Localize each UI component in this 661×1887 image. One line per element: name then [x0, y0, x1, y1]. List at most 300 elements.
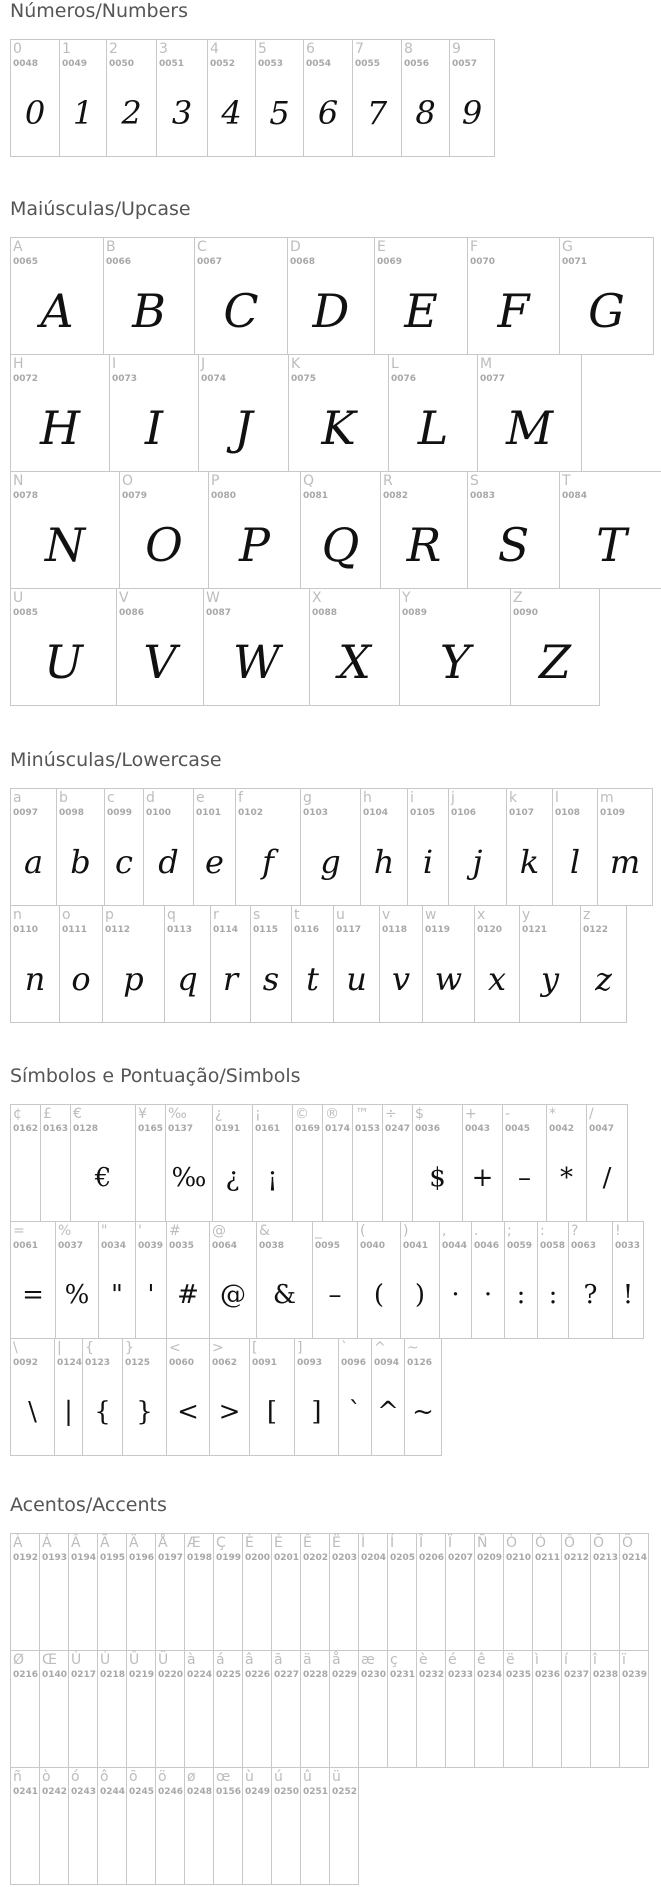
- glyph-sample: !: [622, 1280, 634, 1310]
- glyph-sample: [533, 1576, 561, 1638]
- glyph-cell: [271, 1650, 301, 1768]
- lowercase-grid: [10, 788, 652, 1023]
- glyph-cell: [155, 1650, 185, 1768]
- glyph-sample: [272, 1576, 300, 1638]
- glyph-code: 0212: [564, 1553, 590, 1563]
- upcase-row: [10, 237, 661, 355]
- glyph-code: 0058: [540, 1241, 566, 1251]
- glyph-code: 0038: [259, 1241, 285, 1251]
- glyph-cell: [358, 1533, 388, 1651]
- glyph-sample: [591, 1576, 619, 1638]
- glyph-cell: [68, 1533, 98, 1651]
- glyph-label: à: [187, 1652, 196, 1668]
- glyph-code: 0085: [13, 608, 39, 618]
- glyph-cell: [166, 1221, 210, 1339]
- glyph-cell: [387, 1650, 417, 1768]
- glyph-label: y: [522, 907, 531, 923]
- glyph-sample: [40, 1810, 68, 1872]
- glyph-sample: a: [23, 843, 44, 881]
- glyph-sample: =: [22, 1280, 44, 1310]
- glyph-code: 0110: [13, 925, 39, 935]
- glyph-code: 0245: [129, 1787, 155, 1797]
- glyph-label: o: [62, 907, 71, 923]
- glyph-label: ÷: [385, 1106, 397, 1122]
- glyph-label: U: [13, 590, 24, 606]
- glyph-code: 0251: [303, 1787, 329, 1797]
- glyph-sample: N: [44, 518, 86, 572]
- glyph-sample: ^: [377, 1397, 399, 1427]
- glyph-cell: [597, 788, 653, 906]
- glyph-cell: [300, 1533, 330, 1651]
- glyph-cell: [10, 471, 120, 589]
- glyph-cell: [212, 1104, 253, 1222]
- glyph-label: Î: [419, 1535, 424, 1551]
- glyph-cell: [97, 1533, 127, 1651]
- glyph-cell: [250, 905, 292, 1023]
- glyph-sample: ·: [451, 1280, 460, 1310]
- glyph-cell: [374, 237, 468, 355]
- glyph-cell: [474, 1650, 504, 1768]
- glyph-code: 0075: [291, 374, 317, 384]
- glyph-cell: [519, 905, 581, 1023]
- glyph-code: 0241: [13, 1787, 39, 1797]
- glyph-sample: q: [177, 960, 198, 998]
- glyph-label: *: [549, 1106, 556, 1122]
- glyph-code: 0101: [196, 808, 222, 818]
- glyph-label: Ü: [158, 1652, 169, 1668]
- glyph-code: 0239: [622, 1670, 648, 1680]
- glyph-code: 0106: [451, 808, 477, 818]
- glyph-code: 0193: [42, 1553, 68, 1563]
- glyph-code: 0205: [390, 1553, 416, 1563]
- glyph-code: 0092: [13, 1358, 39, 1368]
- glyph-code: 0228: [303, 1670, 329, 1680]
- glyph-label: ‰: [168, 1106, 187, 1122]
- glyph-label: ¡: [255, 1106, 261, 1122]
- glyph-cell: [126, 1650, 156, 1768]
- glyph-code: 0033: [615, 1241, 641, 1251]
- glyph-sample: [533, 1693, 561, 1755]
- glyph-sample: [243, 1693, 271, 1755]
- glyph-sample: \: [28, 1397, 37, 1427]
- glyph-cell: [303, 39, 353, 157]
- glyph-code: 0040: [360, 1241, 386, 1251]
- glyph-label: í: [564, 1652, 568, 1668]
- glyph-label: ú: [274, 1769, 283, 1785]
- glyph-label: Ä: [129, 1535, 139, 1551]
- glyph-sample: [40, 1576, 68, 1638]
- accents-row: [10, 1650, 648, 1768]
- glyph-code: 0044: [442, 1241, 468, 1251]
- glyph-label: x: [477, 907, 486, 923]
- glyph-sample: [359, 1693, 387, 1755]
- glyph-sample: €: [94, 1163, 112, 1193]
- glyph-sample: –: [518, 1163, 531, 1193]
- glyph-code: 0235: [506, 1670, 532, 1680]
- glyph-code: 0099: [107, 808, 133, 818]
- glyph-cell: [39, 1650, 69, 1768]
- glyph-sample: [330, 1810, 358, 1872]
- glyph-code: 0226: [245, 1670, 271, 1680]
- glyph-sample: @: [220, 1280, 246, 1310]
- glyph-sample: R: [406, 518, 442, 572]
- glyph-code: 0078: [13, 491, 39, 501]
- glyph-sample: ·: [483, 1280, 493, 1310]
- glyph-code: 0111: [62, 925, 88, 935]
- glyph-sample: E: [404, 284, 438, 338]
- glyph-sample: Y: [439, 635, 471, 689]
- glyph-sample: ?: [583, 1280, 598, 1310]
- glyph-label: ®: [325, 1106, 339, 1122]
- glyph-cell: [209, 1221, 257, 1339]
- glyph-label: f: [238, 790, 243, 806]
- glyph-cell: [194, 237, 288, 355]
- glyph-code: 0125: [125, 1358, 151, 1368]
- glyph-cell: [448, 788, 507, 906]
- glyph-cell: [388, 354, 478, 472]
- glyph-cell: [165, 1104, 213, 1222]
- glyph-sample: 2: [121, 94, 142, 132]
- glyph-label: 1: [62, 41, 71, 57]
- glyph-cell: [449, 39, 495, 157]
- glyph-label: 6: [306, 41, 315, 57]
- glyph-sample: [40, 1693, 68, 1755]
- glyph-sample: x: [487, 960, 507, 998]
- glyph-sample: c: [115, 843, 133, 881]
- glyph-label: Q: [303, 473, 315, 489]
- glyph-cell: [213, 1650, 243, 1768]
- glyph-cell: [235, 788, 301, 906]
- glyph-sample: 3: [171, 94, 193, 132]
- glyph-cell: [166, 1338, 210, 1456]
- glyph-label: n: [13, 907, 22, 923]
- glyph-code: 0249: [245, 1787, 271, 1797]
- glyph-cell: [156, 39, 208, 157]
- glyph-sample: >: [218, 1397, 241, 1427]
- glyph-label: Ã: [100, 1535, 110, 1551]
- glyph-cell: [126, 1767, 156, 1885]
- glyph-code: 0088: [312, 608, 338, 618]
- glyph-sample: 1: [72, 94, 94, 132]
- glyph-sample: [185, 1693, 213, 1755]
- glyph-cell: [155, 1533, 185, 1651]
- glyph-sample: S: [497, 518, 530, 572]
- glyph-label: &: [259, 1223, 270, 1239]
- glyph-code: 0077: [480, 374, 506, 384]
- glyph-sample: [156, 1576, 184, 1638]
- glyph-code: 0080: [211, 491, 237, 501]
- glyph-code: 0115: [253, 925, 279, 935]
- lowercase-row: [10, 905, 652, 1023]
- glyph-sample: [323, 1147, 352, 1209]
- glyph-code: 0090: [513, 608, 539, 618]
- glyph-code: 0124: [57, 1358, 83, 1368]
- glyph-cell: [126, 1533, 156, 1651]
- glyph-code: 0093: [297, 1358, 323, 1368]
- glyph-sample: %: [64, 1280, 90, 1310]
- glyph-label: q: [167, 907, 176, 923]
- glyph-label: ¢: [13, 1106, 22, 1122]
- glyph-label: |: [57, 1340, 62, 1356]
- glyph-sample: 0: [24, 94, 46, 132]
- glyph-code: 0052: [210, 59, 236, 69]
- glyph-sample: [11, 1147, 40, 1209]
- glyph-cell: [10, 39, 60, 157]
- glyph-label: $: [415, 1106, 424, 1122]
- glyph-cell: [506, 788, 553, 906]
- glyph-sample: z: [595, 960, 612, 998]
- glyph-code: 0069: [377, 257, 403, 267]
- glyph-label: C: [197, 239, 207, 255]
- glyph-code: 0049: [62, 59, 88, 69]
- glyph-sample: [562, 1576, 590, 1638]
- glyph-label: Ì: [361, 1535, 366, 1551]
- glyph-label: õ: [129, 1769, 138, 1785]
- glyph-cell: [537, 1221, 569, 1339]
- glyph-label: .: [474, 1223, 479, 1239]
- glyph-cell: [242, 1650, 272, 1768]
- glyph-label: T: [562, 473, 571, 489]
- glyph-cell: [102, 905, 165, 1023]
- glyph-cell: [292, 1104, 323, 1222]
- glyph-sample: $: [429, 1163, 446, 1193]
- glyph-sample: #: [177, 1280, 199, 1310]
- glyph-label: F: [470, 239, 479, 255]
- glyph-cell: [252, 1104, 293, 1222]
- glyph-code: 0089: [402, 608, 428, 618]
- glyph-cell: [561, 1650, 591, 1768]
- glyph-cell: [416, 1533, 446, 1651]
- glyph-cell: [10, 354, 110, 472]
- glyph-sample: w: [434, 960, 463, 998]
- glyph-cell: [242, 1533, 272, 1651]
- glyph-sample: (: [373, 1280, 385, 1310]
- glyph-code: 0216: [13, 1670, 39, 1680]
- glyph-cell: [380, 471, 468, 589]
- glyph-cell: [10, 588, 117, 706]
- glyph-label: 9: [452, 41, 461, 57]
- glyph-cell: [39, 1533, 69, 1651]
- glyph-label: B: [106, 239, 116, 255]
- glyph-label: 4: [210, 41, 219, 57]
- glyph-sample: [98, 1693, 126, 1755]
- glyph-sample: ": [111, 1280, 123, 1310]
- glyph-label: ;: [507, 1223, 512, 1239]
- glyph-code: 0114: [213, 925, 239, 935]
- glyph-label: Õ: [593, 1535, 605, 1551]
- glyph-label: ?: [571, 1223, 579, 1239]
- glyph-code: 0121: [522, 925, 548, 935]
- glyph-sample: [11, 1693, 39, 1755]
- accents-row: [10, 1767, 648, 1885]
- glyph-code: 0071: [562, 257, 588, 267]
- numbers-title: Números/Numbers: [10, 0, 188, 22]
- glyph-cell: [471, 1221, 505, 1339]
- glyph-label: ë: [506, 1652, 515, 1668]
- glyph-sample: h: [373, 843, 395, 881]
- glyph-sample: 9: [461, 94, 483, 132]
- glyph-code: 0230: [361, 1670, 387, 1680]
- glyph-code: 0153: [355, 1124, 381, 1134]
- glyph-code: 0063: [571, 1241, 597, 1251]
- glyph-cell: [300, 788, 361, 906]
- glyph-label: b: [59, 790, 68, 806]
- glyph-sample: s: [262, 960, 280, 998]
- glyph-label: a: [13, 790, 22, 806]
- glyph-label: s: [253, 907, 261, 923]
- glyph-code: 0126: [407, 1358, 433, 1368]
- glyph-sample: y: [540, 960, 560, 998]
- glyph-label: Ê: [303, 1535, 312, 1551]
- glyph-sample: [446, 1576, 474, 1638]
- accents-title: Acentos/Accents: [10, 1494, 167, 1516]
- glyph-label: W: [206, 590, 220, 606]
- glyph-sample: r: [222, 960, 239, 998]
- glyph-sample: ¡: [267, 1163, 278, 1193]
- glyph-code: 0169: [295, 1124, 321, 1134]
- glyph-cell: [352, 1104, 383, 1222]
- glyph-sample: I: [144, 401, 164, 455]
- glyph-label: d: [146, 790, 155, 806]
- glyph-sample: H: [39, 401, 81, 455]
- glyph-sample: [69, 1576, 97, 1638]
- glyph-cell: [619, 1533, 649, 1651]
- glyph-cell: [412, 1104, 463, 1222]
- lowercase-section: [10, 749, 652, 1023]
- glyph-sample: +: [471, 1163, 494, 1193]
- glyph-sample: f: [262, 843, 274, 881]
- glyph-cell: [198, 354, 289, 472]
- glyph-sample: l: [569, 843, 581, 881]
- glyph-cell: [119, 471, 209, 589]
- glyph-sample: p: [123, 960, 144, 998]
- glyph-label: 5: [258, 41, 267, 57]
- glyph-label: Ò: [506, 1535, 518, 1551]
- glyph-label: #: [169, 1223, 181, 1239]
- glyph-code: 0201: [274, 1553, 300, 1563]
- glyph-cell: [203, 588, 310, 706]
- glyph-label: =: [13, 1223, 25, 1239]
- glyph-label: ^: [374, 1340, 386, 1356]
- glyph-cell: [439, 1221, 472, 1339]
- glyph-cell: [546, 1104, 587, 1222]
- glyph-sample: }: [136, 1397, 153, 1427]
- glyph-label: á: [216, 1652, 225, 1668]
- glyph-code: 0087: [206, 608, 232, 618]
- glyph-code: 0233: [448, 1670, 474, 1680]
- glyph-cell: [164, 905, 211, 1023]
- glyph-sample: k: [519, 843, 540, 881]
- glyph-sample: {: [94, 1397, 111, 1427]
- glyph-label: h: [363, 790, 372, 806]
- glyph-cell: [55, 1221, 99, 1339]
- glyph-sample: L: [417, 401, 449, 455]
- glyph-code: 0218: [100, 1670, 126, 1680]
- glyph-cell: [291, 905, 334, 1023]
- glyph-sample: V: [143, 635, 177, 689]
- glyph-sample: [127, 1576, 155, 1638]
- glyph-code: 0210: [506, 1553, 532, 1563]
- glyph-label: 2: [109, 41, 118, 57]
- glyph-code: 0067: [197, 257, 223, 267]
- glyph-cell: [68, 1650, 98, 1768]
- glyph-cell: [59, 905, 103, 1023]
- glyph-sample: &: [272, 1280, 297, 1310]
- glyph-sample: m: [609, 843, 641, 881]
- glyph-code: 0037: [58, 1241, 84, 1251]
- glyph-cell: [288, 354, 389, 472]
- glyph-label: È: [245, 1535, 254, 1551]
- glyph-code: 0034: [101, 1241, 127, 1251]
- glyph-sample: d: [158, 843, 179, 881]
- glyph-sample: [359, 1576, 387, 1638]
- glyph-sample: [330, 1576, 358, 1638]
- glyph-label: }: [125, 1340, 134, 1356]
- glyph-cell: [68, 1767, 98, 1885]
- glyph-cell: [338, 1338, 372, 1456]
- glyph-sample: 4: [221, 94, 242, 132]
- glyph-code: 0198: [187, 1553, 213, 1563]
- glyph-code: 0207: [448, 1553, 474, 1563]
- glyph-cell: [39, 1767, 69, 1885]
- glyph-cell: [532, 1533, 562, 1651]
- glyph-cell: [184, 1767, 214, 1885]
- glyph-cell: [404, 1338, 442, 1456]
- glyph-sample: [591, 1693, 619, 1755]
- glyph-sample: 6: [317, 94, 339, 132]
- glyph-label: j: [451, 790, 455, 806]
- glyph-code: 0109: [600, 808, 626, 818]
- glyph-label: Ó: [535, 1535, 547, 1551]
- glyph-label: É: [274, 1535, 283, 1551]
- glyph-cell: [10, 1767, 40, 1885]
- glyph-code: 0120: [477, 925, 503, 935]
- glyph-label: Û: [129, 1652, 140, 1668]
- glyph-cell: [561, 1533, 591, 1651]
- glyph-code: 0229: [332, 1670, 358, 1680]
- glyph-sample: [98, 1576, 126, 1638]
- glyph-label: Y: [402, 590, 411, 606]
- glyph-label: [: [252, 1340, 258, 1356]
- accents-grid: [10, 1533, 648, 1885]
- glyph-label: ã: [274, 1652, 283, 1668]
- glyph-sample: [301, 1693, 329, 1755]
- glyph-cell: [357, 1221, 401, 1339]
- glyph-cell: [116, 588, 204, 706]
- glyph-cell: [54, 1338, 83, 1456]
- glyph-cell: [379, 905, 423, 1023]
- glyph-code: 0162: [13, 1124, 39, 1134]
- glyph-cell: [143, 788, 194, 906]
- upcase-title: Maiúsculas/Upcase: [10, 198, 191, 220]
- glyph-label: ä: [303, 1652, 312, 1668]
- glyph-cell: [271, 1533, 301, 1651]
- glyph-label: Á: [42, 1535, 52, 1551]
- glyph-cell: [510, 588, 600, 706]
- glyph-label: œ: [216, 1769, 231, 1785]
- glyph-sample: X: [338, 635, 371, 689]
- glyph-code: 0123: [85, 1358, 111, 1368]
- glyph-label: â: [245, 1652, 254, 1668]
- glyph-code: 0203: [332, 1553, 358, 1563]
- glyph-sample: [620, 1576, 648, 1638]
- symbols-row: [10, 1338, 643, 1456]
- glyph-code: 0194: [71, 1553, 97, 1563]
- glyph-cell: [590, 1650, 620, 1768]
- glyph-cell: [532, 1650, 562, 1768]
- glyph-sample: ': [147, 1280, 155, 1310]
- glyph-sample: i: [422, 843, 434, 881]
